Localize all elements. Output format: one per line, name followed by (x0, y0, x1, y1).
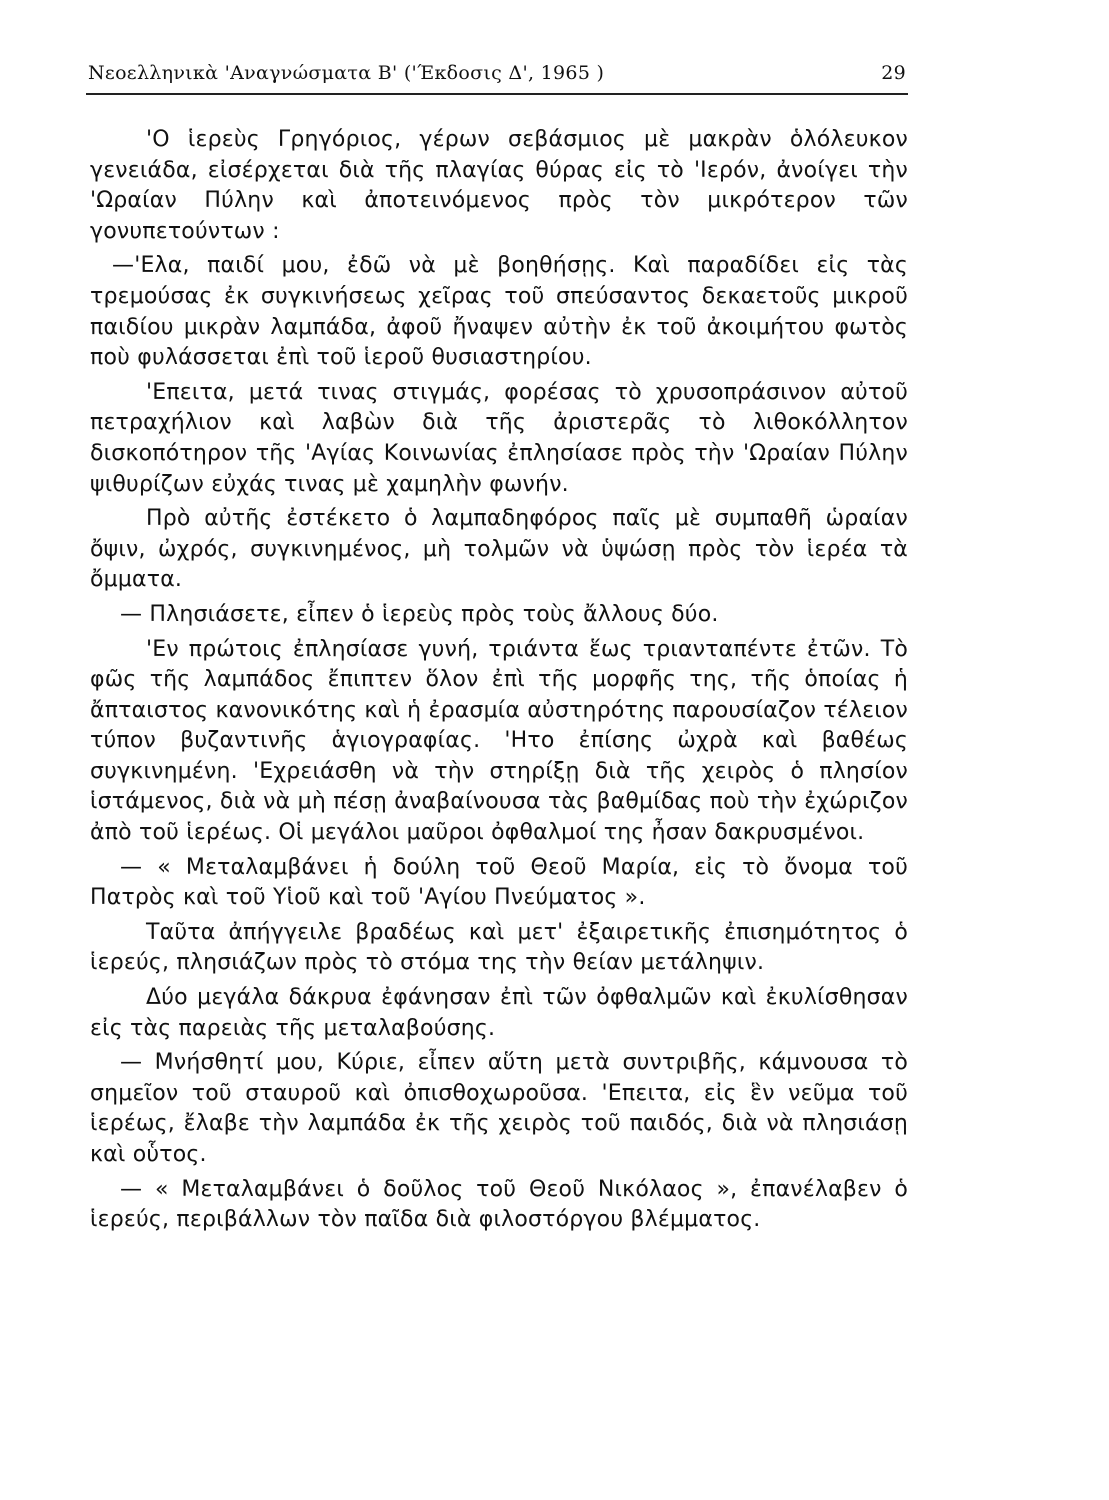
page-body (90, 125, 908, 1240)
paragraph: Πρὸ αὐτῆς ἐστέκετο ὁ λαμπαδηφόρος παῖς μὲ συμπαθῆ ὡραίαν ὄψιν, ὠχρός, συγκινημένος, μὴ τολμῶν νὰ ὑψώσῃ πρὸς τὸν ἱερέα τὰ ὄμματα. (90, 506, 908, 593)
header-rule (86, 93, 908, 95)
paragraph: — « Μεταλαμβάνει ἡ δούλη τοῦ Θεοῦ Μαρία, εἰς τὸ ὄνομα τοῦ Πατρὸς καὶ τοῦ Υἱοῦ καὶ τοῦ 'Αγίου Πνεύματος ». (90, 854, 908, 911)
paragraph: — « Μεταλαμβάνει ὁ δοῦλος τοῦ Θεοῦ Νικόλαος », ἐπανέλαβεν ὁ ἱερεύς, περιβάλλων τὸν παῖδα διὰ φιλοστόργου βλέμματος. (90, 1176, 908, 1233)
paragraph: — Μνήσθητί μου, Κύριε, εἶπεν αὕτη μετὰ συντριβῆς, κάμνουσα τὸ σημεῖον τοῦ σταυροῦ καὶ ὀπισθοχωροῦσα. 'Επειτα, εἰς ἓν νεῦμα τοῦ ἱερέως, ἔλαβε τὴν λαμπάδα ἐκ τῆς χειρὸς τοῦ παιδός, διὰ νὰ πλησιάσῃ καὶ οὗτος. (90, 1050, 908, 1167)
page-number: 29 (881, 62, 906, 84)
paragraph: Δύο μεγάλα δάκρυα ἐφάνησαν ἐπὶ τῶν ὀφθαλμῶν καὶ ἐκυλίσθησαν εἰς τὰς παρειὰς τῆς μεταλαβούσης. (90, 985, 908, 1041)
paragraph: 'Εν πρώτοις ἐπλησίασε γυνή, τριάντα ἕως τριανταπέντε ἐτῶν. Τὸ φῶς τῆς λαμπάδος ἔπιπτεν ὅλον ἐπὶ τῆς μορφῆς της, τῆς ὁποίας ἡ ἄπταιστος κανονικότης καὶ ἡ ἐρασμία αὐστηρότης παρουσίαζον τέλειον τύπον βυζαντινῆς ἁγιογραφίας. 'Ητο ἐπίσης ὠχρὰ καὶ βαθέως συγκινημένη. 'Εχρειάσθη νὰ τὴν στηρίξῃ διὰ τῆς χειρὸς ὁ πλησίον ἱστάμενος, διὰ νὰ μὴ πέσῃ ἀναβαίνουσα τὰς βαθμίδας ποὺ τὴν ἐχώριζον ἀπὸ τοῦ ἱερέως. Οἱ μεγάλοι μαῦροι ὀφθαλμοί της ἦσαν δακρυσμένοι. (90, 636, 908, 846)
paragraph: 'Ο ἱερεὺς Γρηγόριος, γέρων σεβάσμιος μὲ μακρὰν ὁλόλευκον γενειάδα, εἰσέρχεται διὰ τῆς πλαγίας θύρας εἰς τὸ 'Ιερόν, ἀνοίγει τὴν 'Ωραίαν Πύλην καὶ ἀποτεινόμενος πρὸς τὸν μικρότερον τῶν γονυπετούντων : (90, 127, 908, 244)
header-title: Νεοελληνικὰ 'Αναγνώσματα Β' ('Έκδοσις Δ', 1965 ) (88, 62, 605, 84)
running-header (88, 62, 906, 84)
paragraph: 'Επειτα, μετά τινας στιγμάς, φορέσας τὸ χρυσοπράσινον αὐτοῦ πετραχήλιον καὶ λαβὼν διὰ τῆς ἀριστερᾶς τὸ λιθοκόλλητον δισκοπότηρον τῆς 'Αγίας Κοινωνίας ἐπλησίασε πρὸς τὴν 'Ωραίαν Πύλην ψιθυρίζων εὐχάς τινας μὲ χαμηλὴν φωνήν. (90, 379, 908, 497)
paragraph: Ταῦτα ἀπήγγειλε βραδέως καὶ μετ' ἐξαιρετικῆς ἐπισημότητος ὁ ἱερεύς, πλησιάζων πρὸς τὸ στόμα της τὴν θείαν μετάληψιν. (90, 919, 908, 976)
paragraph: —'Ελα, παιδί μου, ἐδῶ νὰ μὲ βοηθήσῃς. Καὶ παραδίδει εἰς τὰς τρεμούσας ἐκ συγκινήσεως χεῖρας τοῦ σπεύσαντος δεκαετοῦς μικροῦ παιδίου μικρὰν λαμπάδα, ἀφοῦ ἤναψεν αὐτὴν ἐκ τοῦ ἀκοιμήτου φωτὸς ποὺ φυλάσσεται ἐπὶ τοῦ ἱεροῦ θυσιαστηρίου. (90, 253, 908, 371)
paragraph: — Πλησιάσετε, εἶπεν ὁ ἱερεὺς πρὸς τοὺς ἄλλους δύο. (120, 601, 719, 627)
